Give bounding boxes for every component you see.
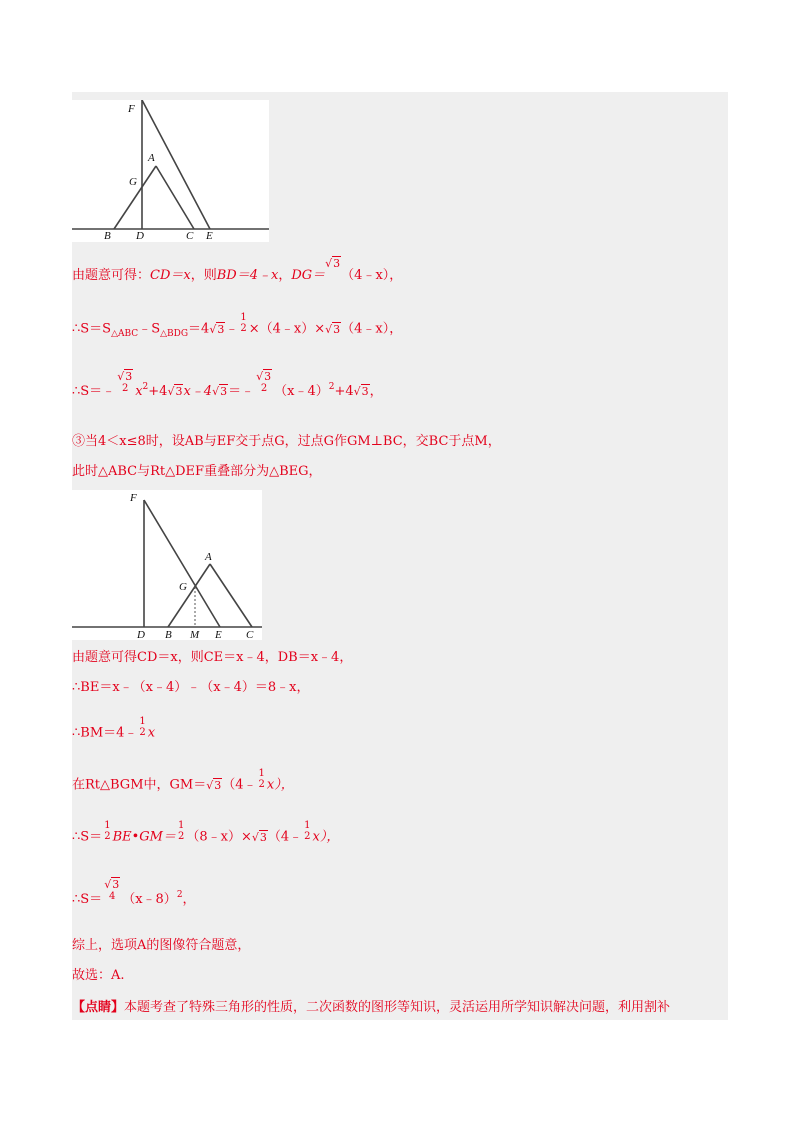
label-C2: C (246, 629, 254, 640)
line-12: 综上，选项A的图像符合题意， (72, 938, 251, 953)
line-9: 在Rt△BGM中，GM＝√3（4﹣ 1 2 x）， (72, 768, 294, 793)
label-B2: B (165, 629, 172, 640)
line-10: ∴S＝ 1 2 BE•GM＝ 1 2 （8﹣x）×√3（4﹣ 1 2 x）， (72, 820, 340, 845)
label-D2: D (137, 629, 145, 640)
figure-1 (72, 100, 269, 242)
line-13: 故选：A. (72, 968, 125, 983)
tip-tag: 【点睛】 (72, 1000, 125, 1015)
line-11: ∴S＝ √3 4 （x﹣8）$^2$， (72, 878, 196, 907)
line-5: 此时△ABC与Rt△DEF重叠部分为△BEG， (72, 464, 322, 479)
label-G2: G (179, 581, 187, 593)
label-A: A (148, 152, 155, 164)
line-8: ∴BM＝4﹣ 1 2 x (72, 716, 156, 741)
line-7: ∴BE＝x﹣（x﹣4）﹣（x﹣4）＝8﹣x， (72, 680, 310, 695)
line-6: 由题意可得CD＝x，则CE＝x﹣4，DB＝x﹣4， (72, 650, 353, 665)
figure-2 (72, 490, 262, 640)
label-E: E (206, 230, 213, 242)
line-1: 由题意可得：CD＝x，则BD＝4﹣x，DG＝√3（4﹣x）， (72, 257, 403, 283)
line-4: ③当4＜x≤8时，设AB与EF交于点G，过点G作GM⊥BC，交BC于点M， (72, 434, 501, 449)
line-2: $\therefore S=S_{\triangle ABC}﹣S_{\triangle BDG}=4√3﹣$ 1 2 ×（4﹣x）×√3（4﹣x）， (72, 312, 403, 340)
label-F2: F (130, 492, 137, 504)
line-14: 【点睛】本题考查了特殊三角形的性质，二次函数的图形等知识，灵活运用所学知识解决问题，利用割补 (72, 1000, 671, 1015)
label-C: C (186, 230, 194, 242)
label-E2: E (215, 629, 222, 640)
label-F: F (128, 103, 135, 115)
label-G: G (129, 176, 137, 188)
label-B: B (104, 230, 111, 242)
line-3: ∴S＝﹣ √3 2 $x^2+4√3x﹣4√3=﹣$ √3 2 （x﹣4）$^2$+4√3， (72, 370, 383, 399)
label-A2: A (205, 551, 212, 563)
label-D: D (136, 230, 144, 242)
label-M2: M (190, 629, 200, 640)
